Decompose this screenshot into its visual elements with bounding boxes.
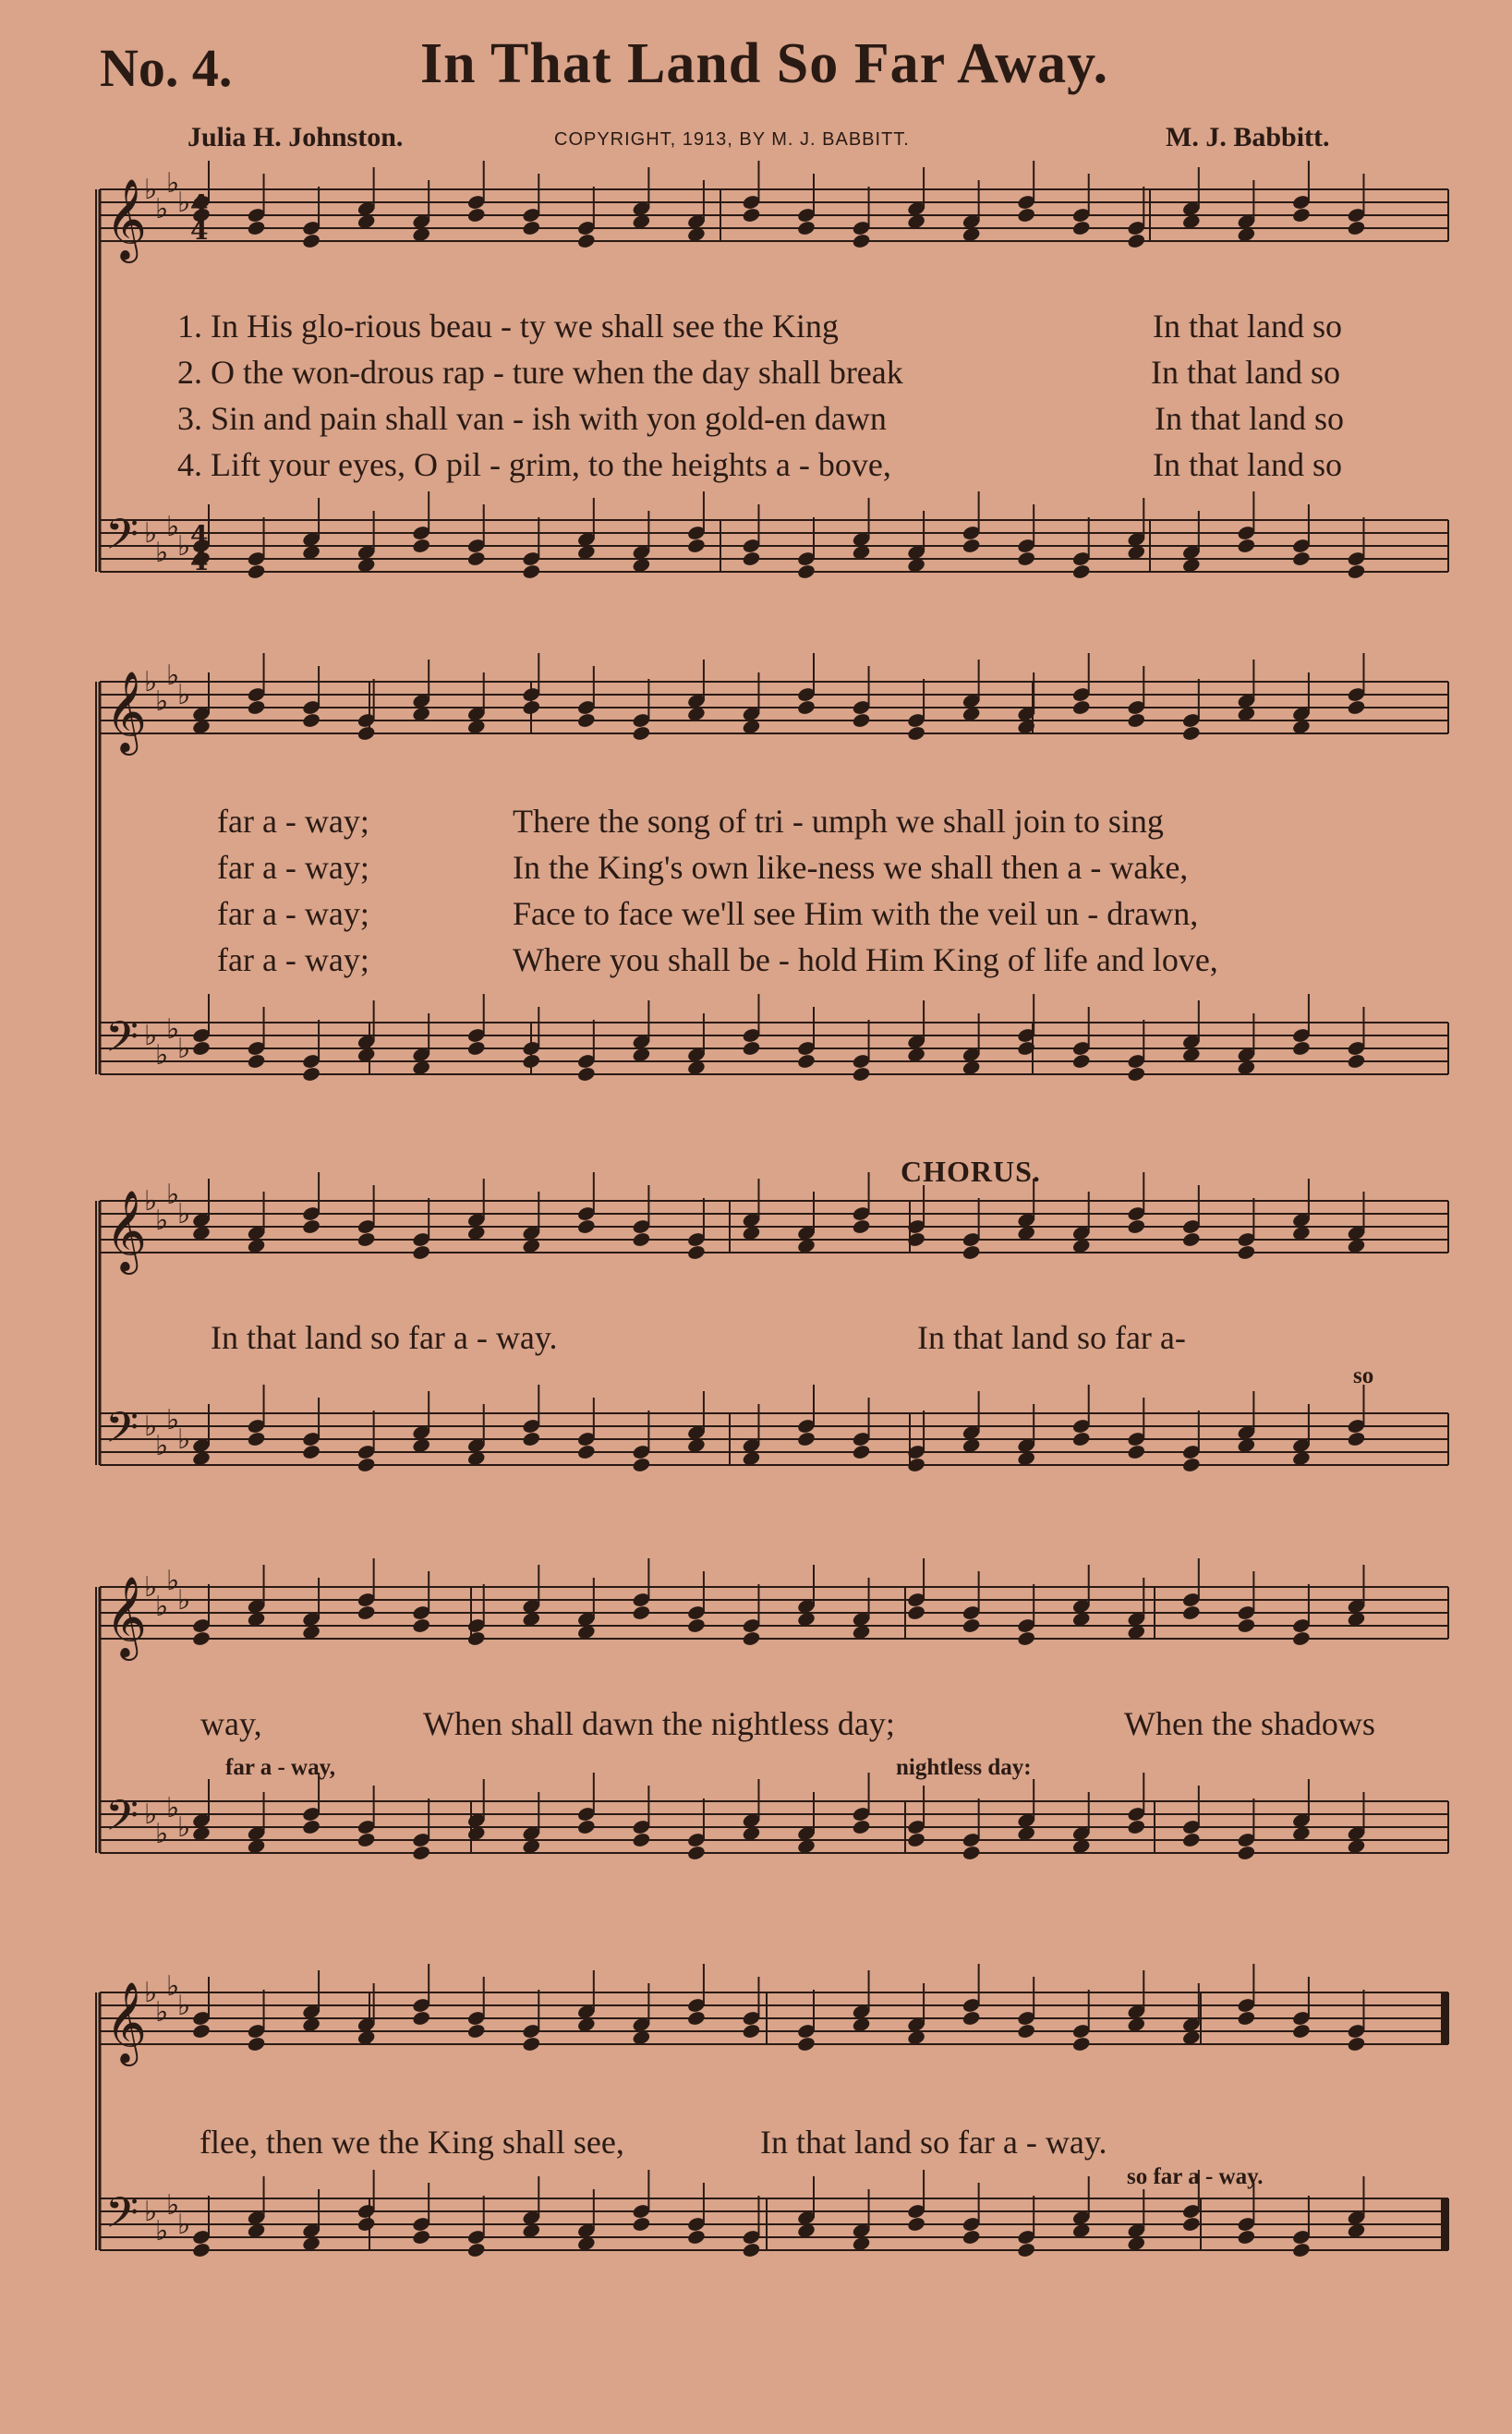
bass-clef-icon: 𝄢 xyxy=(105,2188,139,2248)
note-head xyxy=(1291,1630,1311,1647)
note-head xyxy=(357,1231,376,1248)
flat-icon: ♭ xyxy=(155,1205,169,1237)
bass-clef-icon: 𝄢 xyxy=(105,1012,139,1072)
note-head xyxy=(632,1605,651,1621)
flat-icon: ♭ xyxy=(144,2196,158,2228)
treble-clef-icon: 𝄞 xyxy=(105,1575,147,1657)
note-head xyxy=(1237,1244,1256,1261)
note-head xyxy=(1017,2023,1036,2040)
time-signature-bottom: 4 xyxy=(190,546,209,576)
verse-3-line-2: Face to face we'll see Him with the veil un - drawn, xyxy=(513,895,1199,932)
note-head xyxy=(686,1617,706,1634)
note-head xyxy=(247,1053,266,1070)
verse-2-line-2: In the King's own like-ness we shall then a - wake, xyxy=(513,849,1189,886)
note-head xyxy=(686,2010,706,2027)
note-head xyxy=(247,563,266,580)
flat-icon: ♭ xyxy=(166,167,180,200)
verse-3-line-1: 3. Sin and pain shall van - ish with yon gold-en dawn xyxy=(177,400,887,437)
note-head xyxy=(522,220,541,236)
note-head xyxy=(301,1444,321,1460)
note-head xyxy=(191,1040,211,1057)
note-head xyxy=(1237,1845,1256,1861)
bass-clef-icon: 𝄢 xyxy=(105,1403,139,1463)
note-head xyxy=(742,1040,761,1057)
note-head xyxy=(1291,207,1311,224)
verse-4-line-2: Where you shall be - hold Him King of life and love, xyxy=(513,941,1218,978)
treble-clef-icon: 𝄞 xyxy=(105,1189,147,1271)
note-head xyxy=(412,1617,431,1634)
note-head xyxy=(301,1218,321,1235)
note-head xyxy=(247,699,266,716)
chorus-line-1a: In that land so far a - way. xyxy=(211,1319,558,1356)
note-head xyxy=(357,2216,376,2233)
note-head xyxy=(1071,699,1091,716)
note-head xyxy=(686,538,706,554)
note-head xyxy=(906,2216,925,2233)
note-head xyxy=(962,2010,981,2027)
note-head xyxy=(1127,712,1146,729)
flat-icon: ♭ xyxy=(155,1591,169,1623)
flat-icon: ♭ xyxy=(166,2189,180,2222)
chorus-line-3b: In that land so far a - way. xyxy=(760,2124,1107,2161)
flat-icon: ♭ xyxy=(177,1811,191,1844)
verse-2-line-1: 2. O the won-drous rap - ture when the day shall break xyxy=(177,354,903,391)
flat-icon: ♭ xyxy=(144,1185,158,1217)
note-head xyxy=(852,1819,871,1835)
chorus-line-2a: way, xyxy=(200,1705,262,1742)
flat-icon: ♭ xyxy=(144,1977,158,2009)
flat-icon: ♭ xyxy=(177,1423,191,1456)
verse-4-line-1-end: In that land so xyxy=(1153,446,1342,483)
flat-icon: ♭ xyxy=(166,511,180,543)
note-head xyxy=(962,538,981,554)
note-head xyxy=(632,1231,651,1248)
flat-icon: ♭ xyxy=(155,1996,169,2028)
note-head xyxy=(1127,233,1146,249)
note-head xyxy=(1291,551,1311,567)
time-signature-bottom: 4 xyxy=(190,215,209,246)
note-head xyxy=(1071,220,1091,236)
flat-icon: ♭ xyxy=(177,187,191,219)
verse-2-line-1-end: In that land so xyxy=(1151,354,1340,391)
note-head xyxy=(1237,1617,1256,1634)
flat-icon: ♭ xyxy=(155,2215,169,2247)
note-head xyxy=(1071,2036,1091,2053)
note-head xyxy=(1237,538,1256,554)
hymn-number: No. 4. xyxy=(100,38,233,98)
note-head xyxy=(962,1617,981,1634)
note-head xyxy=(686,2229,706,2246)
note-head xyxy=(466,2023,486,2040)
verse-4-line-2-start: far a - way; xyxy=(217,941,369,978)
flat-icon: ♭ xyxy=(177,1990,191,2022)
bass-clef-icon: 𝄢 xyxy=(105,1791,139,1851)
note-head xyxy=(247,2036,266,2053)
note-head xyxy=(576,712,596,729)
note-head xyxy=(412,1244,431,1261)
note-head xyxy=(852,1218,871,1235)
note-head xyxy=(1347,220,1366,236)
note-head xyxy=(412,2229,431,2246)
final-barline xyxy=(1441,2198,1448,2250)
note-head xyxy=(522,563,541,580)
flat-icon: ♭ xyxy=(166,1404,180,1436)
note-head xyxy=(686,1845,706,1861)
flat-icon: ♭ xyxy=(155,537,169,569)
note-head xyxy=(1181,1231,1201,1248)
verse-2-line-2-start: far a - way; xyxy=(217,849,369,886)
note-head xyxy=(796,699,816,716)
hymn-title: In That Land So Far Away. xyxy=(420,32,1109,95)
flat-icon: ♭ xyxy=(144,1798,158,1831)
note-head xyxy=(1347,699,1366,716)
note-head xyxy=(1181,1832,1201,1848)
flat-icon: ♭ xyxy=(177,679,191,711)
note-head xyxy=(906,725,925,742)
note-head xyxy=(796,2036,816,2053)
chorus-line-2c: When the shadows xyxy=(1124,1705,1375,1742)
flat-icon: ♭ xyxy=(144,1020,158,1052)
note-head xyxy=(301,1819,321,1835)
note-head xyxy=(1017,2242,1036,2258)
note-head xyxy=(301,233,321,249)
note-head xyxy=(742,2023,761,2040)
note-head xyxy=(412,1845,431,1861)
note-head xyxy=(466,2242,486,2258)
note-head xyxy=(466,1630,486,1647)
note-head xyxy=(1347,1053,1366,1070)
note-head xyxy=(852,1444,871,1460)
note-head xyxy=(1237,2010,1256,2027)
note-head xyxy=(1181,1605,1201,1621)
flat-icon: ♭ xyxy=(144,1411,158,1443)
note-head xyxy=(742,1630,761,1647)
note-head xyxy=(742,551,761,567)
note-head xyxy=(742,207,761,224)
flat-icon: ♭ xyxy=(177,1033,191,1065)
note-head xyxy=(357,1457,376,1473)
note-head xyxy=(576,1218,596,1235)
note-head xyxy=(466,551,486,567)
note-head xyxy=(796,1431,816,1447)
note-head xyxy=(1017,551,1036,567)
flat-icon: ♭ xyxy=(166,1013,180,1046)
verse-4-line-1: 4. Lift your eyes, O pil - grim, to the heights a - bove, xyxy=(177,446,891,483)
note-head xyxy=(522,2036,541,2053)
note-head xyxy=(962,1244,981,1261)
note-head xyxy=(1347,1431,1366,1447)
note-head xyxy=(906,1832,925,1848)
verse-1-line-2-start: far a - way; xyxy=(217,803,369,840)
note-head xyxy=(1347,2036,1366,2053)
note-head xyxy=(522,699,541,716)
note-head xyxy=(686,1244,706,1261)
note-head xyxy=(852,712,871,729)
note-head xyxy=(1071,1053,1091,1070)
note-head xyxy=(796,563,816,580)
bass-clef-icon: 𝄢 xyxy=(105,510,139,570)
flat-icon: ♭ xyxy=(144,517,158,550)
note-head xyxy=(1071,563,1091,580)
note-head xyxy=(576,1819,596,1835)
flat-icon: ♭ xyxy=(144,174,158,206)
chorus-line-1-bass: so xyxy=(1353,1363,1374,1388)
note-head xyxy=(412,538,431,554)
treble-clef-icon: 𝄞 xyxy=(105,670,147,752)
flat-icon: ♭ xyxy=(177,530,191,563)
note-head xyxy=(1017,207,1036,224)
note-head xyxy=(1127,1066,1146,1083)
chorus-line-2b: When shall dawn the nightless day; xyxy=(423,1705,895,1742)
verse-1-line-1: 1. In His glo-rious beau - ty we shall see the King xyxy=(177,308,839,345)
verse-1-line-2: There the song of tri - umph we shall join to sing xyxy=(513,803,1164,840)
flat-icon: ♭ xyxy=(166,1792,180,1824)
chorus-line-3-bass: so far a - way. xyxy=(1127,2164,1264,2189)
note-head xyxy=(357,1605,376,1621)
note-head xyxy=(962,1845,981,1861)
verse-1-line-1-end: In that land so xyxy=(1153,308,1342,345)
note-head xyxy=(742,2242,761,2258)
flat-icon: ♭ xyxy=(144,1571,158,1604)
chorus-line-3a: flee, then we the King shall see, xyxy=(200,2124,624,2161)
verse-3-line-2-start: far a - way; xyxy=(217,895,369,932)
note-head xyxy=(1127,1218,1146,1235)
note-head xyxy=(1017,1630,1036,1647)
flat-icon: ♭ xyxy=(144,666,158,698)
flat-icon: ♭ xyxy=(155,1430,169,1462)
chorus-line-1b: In that land so far a- xyxy=(917,1319,1186,1356)
note-head xyxy=(191,2023,211,2040)
note-head xyxy=(906,1605,925,1621)
note-head xyxy=(466,1040,486,1057)
note-head xyxy=(576,1066,596,1083)
flat-icon: ♭ xyxy=(155,1039,169,1072)
note-head xyxy=(466,207,486,224)
note-head xyxy=(632,2216,651,2233)
final-barline xyxy=(1441,1992,1448,2044)
note-head xyxy=(576,233,596,249)
copyright-notice: COPYRIGHT, 1913, BY M. J. BABBITT. xyxy=(554,129,910,150)
note-head xyxy=(247,220,266,236)
note-head xyxy=(1181,725,1201,742)
time-signature-top: 4 xyxy=(190,520,209,551)
flat-icon: ♭ xyxy=(177,1198,191,1230)
note-head xyxy=(1291,1040,1311,1057)
note-head xyxy=(522,1431,541,1447)
flat-icon: ♭ xyxy=(166,1565,180,1597)
note-head xyxy=(301,1066,321,1083)
flat-icon: ♭ xyxy=(166,1970,180,2003)
note-head xyxy=(632,725,651,742)
note-head xyxy=(632,1832,651,1848)
note-head xyxy=(1181,2216,1201,2233)
note-head xyxy=(796,220,816,236)
note-head xyxy=(522,1053,541,1070)
flat-icon: ♭ xyxy=(177,1584,191,1617)
chorus-label: CHORUS. xyxy=(901,1155,1041,1188)
note-head xyxy=(852,233,871,249)
note-head xyxy=(852,1066,871,1083)
note-head xyxy=(1071,1431,1091,1447)
note-head xyxy=(1291,2242,1311,2258)
note-head xyxy=(1181,1457,1201,1473)
note-head xyxy=(1291,2023,1311,2040)
note-head xyxy=(962,2229,981,2246)
time-signature-top: 4 xyxy=(190,189,209,220)
note-head xyxy=(357,725,376,742)
note-head xyxy=(412,2010,431,2027)
chorus-line-2-bass-a: far a - way, xyxy=(225,1755,335,1780)
verse-3-line-1-end: In that land so xyxy=(1155,400,1344,437)
composer-credit: M. J. Babbitt. xyxy=(1166,122,1330,152)
note-head xyxy=(576,1444,596,1460)
note-head xyxy=(796,1053,816,1070)
chorus-line-2-bass-b: nightless day: xyxy=(896,1755,1032,1780)
note-head xyxy=(632,1457,651,1473)
flat-icon: ♭ xyxy=(166,660,180,692)
flat-icon: ♭ xyxy=(166,1179,180,1211)
note-head xyxy=(1127,1819,1146,1835)
treble-clef-icon: 𝄞 xyxy=(105,177,147,260)
lyricist-credit: Julia H. Johnston. xyxy=(187,122,404,152)
flat-icon: ♭ xyxy=(155,1818,169,1850)
note-head xyxy=(301,712,321,729)
note-head xyxy=(247,1431,266,1447)
flat-icon: ♭ xyxy=(155,193,169,225)
note-head xyxy=(191,1630,211,1647)
note-head xyxy=(1237,2229,1256,2246)
note-head xyxy=(1347,563,1366,580)
note-head xyxy=(357,1832,376,1848)
flat-icon: ♭ xyxy=(155,685,169,718)
note-head xyxy=(191,2242,211,2258)
treble-clef-icon: 𝄞 xyxy=(105,1980,147,2063)
note-head xyxy=(1127,1444,1146,1460)
flat-icon: ♭ xyxy=(177,2209,191,2241)
